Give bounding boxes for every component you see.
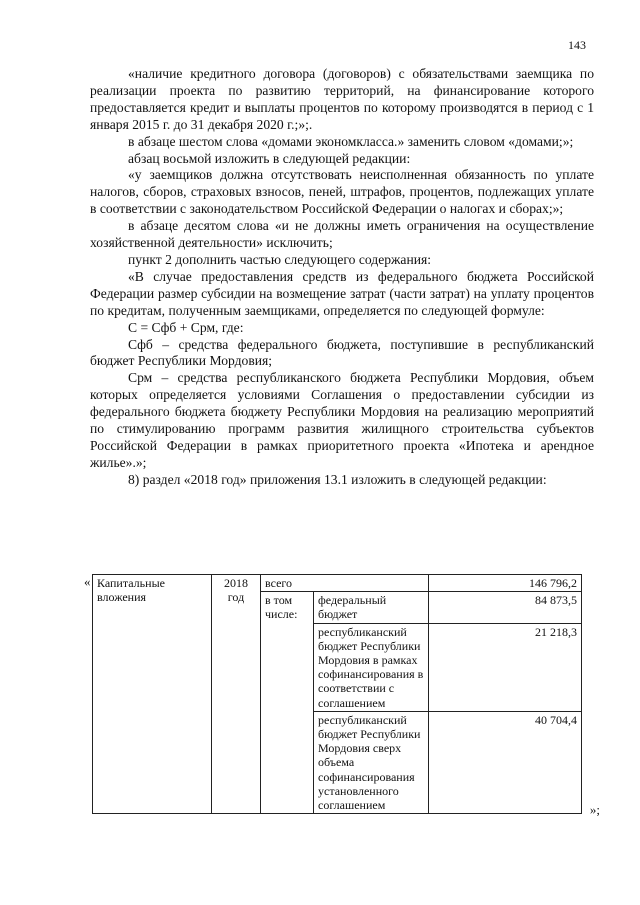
row-value-cell: 40 704,4 (429, 711, 582, 813)
paragraph-paragraph-ten: в абзаце десятом слова «и не должны иметь ограничения на осуществление хозяйственной деятельности» исключить; (90, 218, 594, 251)
total-label-cell: всего (261, 575, 429, 592)
row-label-cell: республиканский бюджет Республики Мордовия сверх объема софинансирования установленного соглашением (314, 711, 429, 813)
including-label-cell: в том числе: (261, 592, 314, 814)
table-row (93, 575, 582, 592)
document-body (90, 66, 594, 489)
paragraph-sfb-definition: Сфб – средства федерального бюджета, поступившие в республиканский бюджет Республики Мордовия; (90, 336, 594, 369)
paragraph-paragraph-eight: абзац восьмой изложить в следующей редакции: (128, 150, 411, 166)
category-cell: Капитальные вложения (93, 575, 212, 814)
closing-quote: »; (589, 802, 600, 817)
opening-quote: « (84, 574, 91, 589)
paragraph-tax-obligations: «у заемщиков должна отсутствовать неисполненная обязанность по уплате налогов, сборов, страховых взносов, пеней, штрафов, процентов, подлежащих уплате в соответствии с законодательством Российской Федерации о налогах и сборах;»; (90, 167, 594, 217)
paragraph-credit-agreement: «наличие кредитного договора (договоров) с обязательствами заемщика по реализации проекта по развитию территорий, на финансирование которого предоставляется кредит и выплаты процентов по которому производятся в период с 1 января 2015 г. до 31 декабря 2020 г.;»;. (90, 66, 594, 132)
paragraph-srm-definition: Срм – средства республиканского бюджета Республики Мордовия, объем которых определяется условиями Соглашения о предоставлении субсидии из федерального бюджета бюджету Республики Мордовия на реализацию мероприятий по стимулированию программ развития жилищного строительства субъектов Российской Федерации в рамках приоритетного проекта «Ипотека и арендное жилье».»; (90, 370, 594, 470)
paragraph-subsidy-rule: «В случае предоставления средств из федерального бюджета Российской Федерации размер субсидии на возмещение затрат (части затрат) на уплату процентов по кредитам, полученным заемщиками, определяется по следующей формуле: (90, 268, 594, 318)
paragraph-paragraph-six: в абзаце шестом слова «домами экономкласса.» заменить словом «домами;»; (128, 133, 574, 149)
page-number: 143 (568, 38, 586, 52)
appendix-table (92, 574, 582, 814)
year-cell: 2018 год (212, 575, 261, 814)
row-label-cell: федеральный бюджет (314, 592, 429, 623)
row-value-cell: 84 873,5 (429, 592, 582, 623)
paragraph-point-two: пункт 2 дополнить частью следующего содержания: (128, 251, 432, 267)
row-label-cell: республиканский бюджет Республики Мордовия в рамках софинансирования в соответствии с соглашением (314, 623, 429, 711)
formula: С = Сфб + Срм, где: (128, 319, 244, 335)
total-value-cell: 146 796,2 (429, 575, 582, 592)
row-value-cell: 21 218,3 (429, 623, 582, 711)
paragraph-item-eight: 8) раздел «2018 год» приложения 13.1 изложить в следующей редакции: (128, 471, 547, 487)
